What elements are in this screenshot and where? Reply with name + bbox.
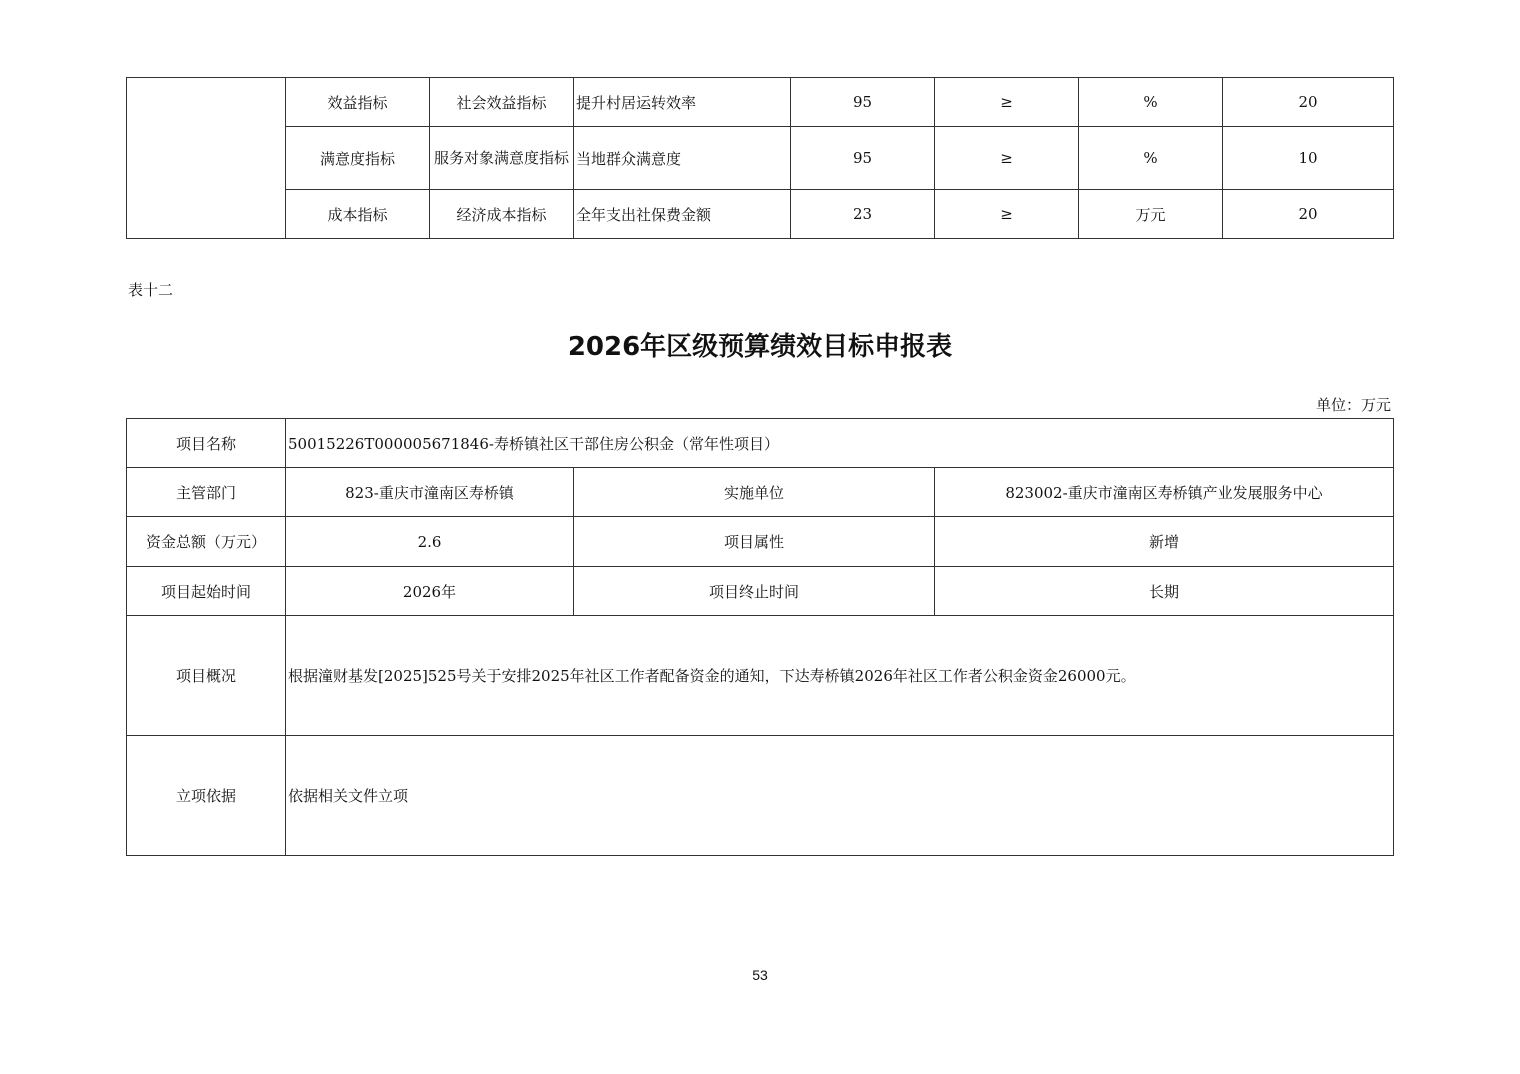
- table-row: [127, 567, 1394, 616]
- project-attr-label: 项目属性: [574, 517, 935, 567]
- indicator-name: 提升村居运转效率: [574, 78, 791, 127]
- indicator-name: 全年支出社保费金额: [574, 190, 791, 239]
- impl-unit-label: 实施单位: [574, 468, 935, 517]
- table-row: [127, 78, 1394, 127]
- end-time-value: 长期: [935, 567, 1394, 616]
- indicator-weight: 20: [1223, 78, 1394, 127]
- project-name-label: 项目名称: [127, 419, 286, 468]
- indicator-unit: %: [1079, 78, 1223, 127]
- indicator-operator: ≥: [935, 190, 1079, 239]
- dept-label: 主管部门: [127, 468, 286, 517]
- overview-label: 项目概况: [127, 616, 286, 736]
- end-time-label: 项目终止时间: [574, 567, 935, 616]
- table-row: [127, 468, 1394, 517]
- budget-performance-form: [126, 418, 1394, 856]
- table-row: [127, 127, 1394, 190]
- funds-value: 2.6: [286, 517, 574, 567]
- indicator-unit: %: [1079, 127, 1223, 190]
- impl-unit-value: 823002-重庆市潼南区寿桥镇产业发展服务中心: [935, 468, 1394, 517]
- empty-category-cell: [127, 78, 286, 239]
- table-row: [127, 419, 1394, 468]
- indicator-value: 95: [791, 78, 935, 127]
- start-time-value: 2026年: [286, 567, 574, 616]
- indicator-value: 23: [791, 190, 935, 239]
- indicator-weight: 20: [1223, 190, 1394, 239]
- indicator-subcategory: 服务对象满意度指标: [430, 127, 574, 190]
- indicator-table-continued: [126, 77, 1394, 239]
- funds-label: 资金总额（万元）: [127, 517, 286, 567]
- table-number: 表十二: [128, 281, 174, 299]
- table-row: [127, 517, 1394, 567]
- overview-value: 根据潼财基发[2025]525号关于安排2025年社区工作者配备资金的通知，下达寿桥镇2026年社区工作者公积金资金26000元。: [286, 616, 1394, 736]
- table-row: [127, 190, 1394, 239]
- basis-label: 立项依据: [127, 736, 286, 856]
- indicator-operator: ≥: [935, 127, 1079, 190]
- indicator-category: 效益指标: [286, 78, 430, 127]
- unit-label: 单位：万元: [1315, 396, 1391, 414]
- page-title: 2026年区级预算绩效目标申报表: [567, 332, 953, 362]
- basis-value: 依据相关文件立项: [286, 736, 1394, 856]
- indicator-subcategory: 经济成本指标: [430, 190, 574, 239]
- table-row: [127, 736, 1394, 856]
- indicator-unit: 万元: [1079, 190, 1223, 239]
- table-row: [127, 616, 1394, 736]
- dept-value: 823-重庆市潼南区寿桥镇: [286, 468, 574, 517]
- indicator-subcategory: 社会效益指标: [430, 78, 574, 127]
- indicator-operator: ≥: [935, 78, 1079, 127]
- indicator-weight: 10: [1223, 127, 1394, 190]
- indicator-name: 当地群众满意度: [574, 127, 791, 190]
- project-name-value: 50015226T000005671846-寿桥镇社区干部住房公积金（常年性项目）: [286, 419, 1394, 468]
- project-attr-value: 新增: [935, 517, 1394, 567]
- indicator-category: 满意度指标: [286, 127, 430, 190]
- page-number: 53: [752, 967, 768, 983]
- start-time-label: 项目起始时间: [127, 567, 286, 616]
- indicator-category: 成本指标: [286, 190, 430, 239]
- indicator-value: 95: [791, 127, 935, 190]
